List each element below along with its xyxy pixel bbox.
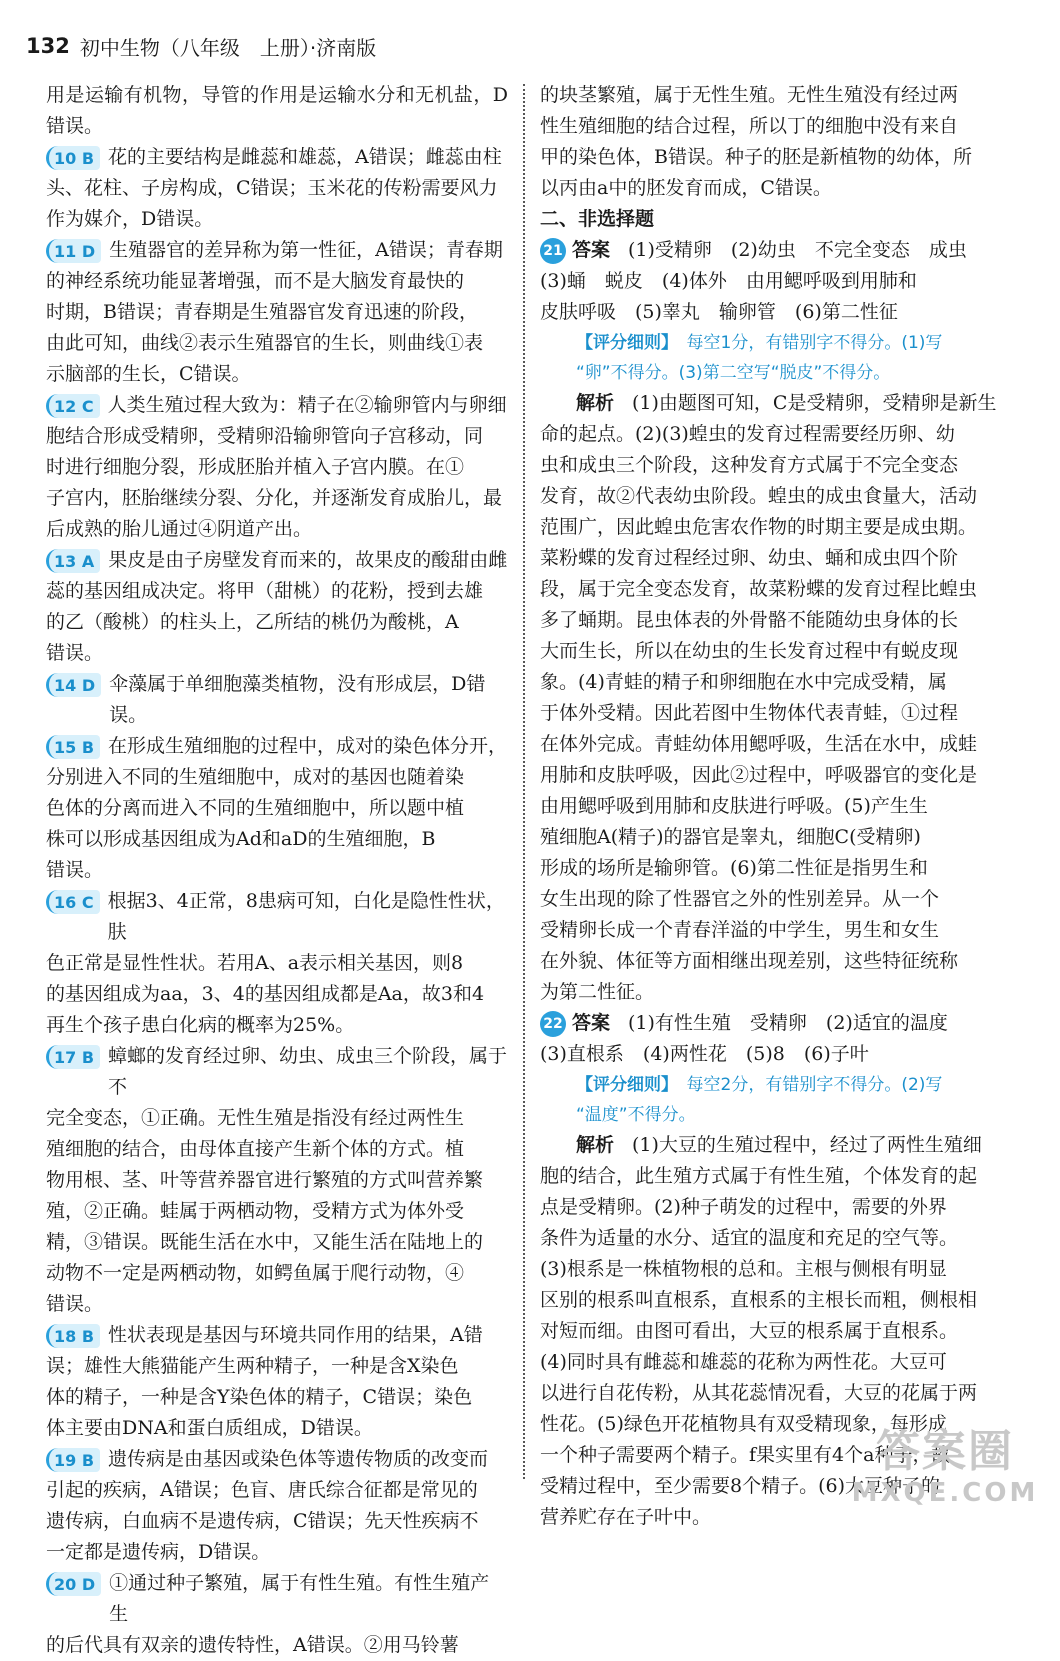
column-divider (523, 84, 525, 1479)
answer-first-line (46, 669, 508, 731)
answer-text-line: 误；雄性大熊猫能产生两种精子，一种是含X染色 (46, 1355, 459, 1377)
analysis-line: 大而生长，所以在幼虫的生长发育过程中有蜕皮现 (540, 640, 959, 662)
answer-text-line: 根据3、4正常，8患病可知，白化是隐性性状，肤 (107, 890, 505, 943)
answer-text-line: 完全变态，①正确。无性生殖是指没有经过两性生 (46, 1107, 465, 1129)
question-badge: 15 B (46, 735, 100, 759)
analysis-line: (1)大豆的生殖过程中，经过了两性生殖细 (632, 1134, 982, 1156)
answer-item (46, 235, 508, 390)
answer-item (46, 669, 508, 731)
answer-text-line: 错误。 (46, 859, 104, 881)
analysis-line: 虫和成虫三个阶段，这种发育方式属于不完全变态 (540, 454, 959, 476)
analysis-line: 命的起点。(2)(3)蝗虫的发育过程需要经历卵、幼 (540, 423, 955, 445)
answer-item (46, 1320, 508, 1444)
answer-text-line: 时进行细胞分裂，形成胚胎并植入子宫内膜。在① (46, 456, 465, 478)
analysis-line: 段，属于完全变态发育，故菜粉蝶的发育过程比蝗虫 (540, 578, 978, 600)
answer-line: (3)直根系 (4)两性花 (5)8 (6)子叶 (540, 1043, 869, 1065)
scoring-line (576, 328, 1018, 358)
answer-text-line: 由此可知，曲线②表示生殖器官的生长，则曲线①表 (46, 332, 484, 354)
answer-first-line (540, 235, 1018, 266)
analysis-line: (1)由题图可知，C是受精卵，受精卵是新生 (632, 392, 997, 414)
scoring-rules (540, 1070, 1018, 1130)
answer-first-line (46, 1568, 508, 1630)
answer-first-line (46, 1041, 508, 1103)
answer-text-line: 蕊的基因组成决定。将甲（甜桃）的花粉，授到去雄 (46, 580, 484, 602)
answer-text-line: 的神经系统功能显著增强，而不是大脑发育最快的 (46, 270, 465, 292)
analysis-line: 范围广，因此蝗虫危害农作物的时期主要是成虫期。 (540, 516, 978, 538)
question-badge: 12 C (46, 394, 100, 418)
analysis-line: (3)根系是一株植物根的总和。主根与侧根有明显 (540, 1258, 947, 1280)
answer-label: 答案 (572, 1012, 611, 1034)
question-badge: 18 B (46, 1324, 100, 1348)
answer-text-line: 子宫内，胚胎继续分裂、分化，并逐渐发育成胎儿，最 (46, 487, 503, 509)
answer-first-line (46, 1444, 508, 1475)
question-badge: 17 B (46, 1045, 100, 1069)
answer-item (46, 1444, 508, 1568)
answer-text-line: 殖细胞的结合，由母体直接产生新个体的方式。植 (46, 1138, 465, 1160)
question-number-badge: 22 (540, 1011, 566, 1037)
answer-text-line: 色体的分离而进入不同的生殖细胞中，所以题中植 (46, 797, 465, 819)
watermark-logo-icon: 答案圈 (876, 1426, 1014, 1477)
question-21 (540, 235, 1018, 1008)
answer-text-line: 时期，B错误；青春期是生殖器官发育迅速的阶段， (46, 301, 478, 323)
question-badge: 11 D (46, 239, 101, 263)
answer-text-line: 株可以形成基因组成为Ad和aD的生殖细胞，B (46, 828, 436, 850)
answer-text-line: 伞藻属于单细胞藻类植物，没有形成层，D错误。 (109, 673, 486, 726)
analysis-line: 胞的结合，此生殖方式属于有性生殖，个体发育的起 (540, 1165, 978, 1187)
answer-text-line: 示脑部的生长，C错误。 (46, 363, 251, 385)
scoring-line: “卵”不得分。(3)第二空写“脱皮”不得分。 (576, 363, 891, 383)
scoring-line (576, 1070, 1018, 1100)
answer-first-line (46, 235, 508, 266)
analysis-line: 受精过程中，至少需要8个精子。(6)大豆种子的 (540, 1475, 941, 1497)
answer-text-line: 物用根、茎、叶等营养器官进行繁殖的方式叫营养繁 (46, 1169, 484, 1191)
question-badge: 16 C (46, 890, 100, 914)
answer-label: 答案 (572, 239, 611, 261)
answer-text-line: ①通过种子繁殖，属于有性生殖。有性生殖产生 (109, 1572, 490, 1625)
analysis-line: 用肺和皮肤呼吸，因此②过程中，呼吸器官的变化是 (540, 764, 978, 786)
answer-text-line: 作为媒介，D错误。 (46, 208, 214, 230)
continuation-line: 的块茎繁殖，属于无性生殖。无性生殖没有经过两 (540, 84, 959, 106)
right-column (540, 80, 1018, 1533)
answer-text-line: 分别进入不同的生殖细胞中，成对的基因也随着染 (46, 766, 465, 788)
answer-text-line: 生殖器官的差异称为第一性征，A错误；青春期 (109, 239, 503, 261)
answer-first-line (46, 390, 508, 421)
answer-text-line: 殖，②正确。蛙属于两栖动物，受精方式为体外受 (46, 1200, 465, 1222)
analysis-line: 条件为适量的水分、适宜的温度和充足的空气等。 (540, 1227, 959, 1249)
answer-item (46, 142, 508, 235)
answer-first-line (46, 545, 508, 576)
answer-text-line: 色正常是显性性状。若用A、a表示相关基因，则8 (46, 952, 464, 974)
watermark-site: MXQE.COM (851, 1478, 1039, 1508)
analysis-line: 殖细胞A(精子)的器官是睾丸，细胞C(受精卵) (540, 826, 921, 848)
question-number-badge: 21 (540, 238, 566, 264)
analysis-line: 为第二性征。 (540, 981, 655, 1003)
scoring-text: 每空2分，有错别字不得分。(2)写 (669, 1075, 943, 1095)
answer-text-line: 在形成生殖细胞的过程中，成对的染色体分开， (108, 735, 508, 757)
answer-text-line: 再生个孩子患白化病的概率为25%。 (46, 1014, 355, 1036)
analysis-line: 对短而细。由图可看出，大豆的根系属于直根系。 (540, 1320, 959, 1342)
answer-text-line: 体主要由DNA和蛋白质组成，D错误。 (46, 1417, 373, 1439)
scoring-tag: 【评分细则】 (576, 1075, 670, 1095)
answer-first-line (46, 731, 508, 762)
answer-line: 皮肤呼吸 (5)睾丸 输卵管 (6)第二性征 (540, 301, 898, 323)
answer-text-line: 蟑螂的发育经过卵、幼虫、成虫三个阶段，属于不 (108, 1045, 508, 1098)
analysis-first-line (540, 388, 1018, 419)
answer-text-line: 头、花柱、子房构成，C错误；玉米花的传粉需要风力 (46, 177, 498, 199)
answer-text-line: 一定都是遗传病，D错误。 (46, 1541, 271, 1563)
answer-text-line: 胞结合形成受精卵，受精卵沿输卵管向子宫移动，同 (46, 425, 484, 447)
continuation-line: 性生殖细胞的结合过程，所以丁的细胞中没有来自 (540, 115, 959, 137)
answer-line: (1)受精卵 (2)幼虫 不完全变态 成虫 (628, 239, 967, 261)
section-title: 二、非选择题 (540, 208, 655, 230)
continuation-line: 甲的染色体，B错误。种子的胚是新植物的幼体，所 (540, 146, 972, 168)
analysis-first-line (540, 1130, 1018, 1161)
analysis-line: 区别的根系叫直根系，直根系的主根长而粗，侧根相 (540, 1289, 978, 1311)
question-badge: 20 D (46, 1572, 101, 1596)
answer-first-line (540, 1008, 1018, 1039)
question-badge: 19 B (46, 1448, 100, 1472)
answer-text-line: 遗传病是由基因或染色体等遗传物质的改变而 (108, 1448, 489, 1470)
answer-text-line: 的基因组成为aa，3、4的基因组成都是Aa，故3和4 (46, 983, 485, 1005)
analysis-line: (4)同时具有雌蕊和雄蕊的花称为两性花。大豆可 (540, 1351, 947, 1373)
analysis-line: 象。(4)青蛙的精子和卵细胞在水中完成受精，属 (540, 671, 947, 693)
analysis-line: 形成的场所是输卵管。(6)第二性征是指男生和 (540, 857, 928, 879)
answer-first-line (46, 886, 508, 948)
answer-text-line: 的后代具有双亲的遗传特性，A错误。②用马铃薯 (46, 1634, 459, 1656)
analysis-label: 解析 (576, 392, 615, 414)
analysis-line: 由用鳃呼吸到用肺和皮肤进行呼吸。(5)产生生 (540, 795, 928, 817)
watermark (840, 1426, 1050, 1516)
analysis-line: 多了蛹期。昆虫体表的外骨骼不能随幼虫身体的长 (540, 609, 959, 631)
question-badge: 14 D (46, 673, 101, 697)
answer-item (46, 1568, 508, 1661)
analysis-line: 性花。(5)绿色开花植物具有双受精现象，每形成 (540, 1413, 947, 1435)
book-title: 初中生物（八年级 上册）·济南版 (79, 35, 377, 60)
analysis-label: 解析 (576, 1134, 615, 1156)
answer-text-line: 引起的疾病，A错误；色盲、唐氏综合征都是常见的 (46, 1479, 478, 1501)
analysis-line: 一个种子需要两个精子。f果实里有4个a种子，故 (540, 1444, 951, 1466)
analysis-line: 发育，故②代表幼虫阶段。蝗虫的成虫食量大，活动 (540, 485, 978, 507)
answer-text-line: 遗传病，白血病不是遗传病，C错误；先天性疾病不 (46, 1510, 479, 1532)
answer-text-line: 果皮是由子房壁发育而来的，故果皮的酸甜由雌 (108, 549, 508, 571)
question-badge: 13 A (46, 549, 100, 573)
analysis-line: 女生出现的除了性器官之外的性别差异。从一个 (540, 888, 940, 910)
answer-text-line: 精，③错误。既能生活在水中，又能生活在陆地上的 (46, 1231, 484, 1253)
answer-first-line (46, 1320, 508, 1351)
answer-text-line: 人类生殖过程大致为：精子在②输卵管内与卵细 (107, 394, 507, 416)
page-number: 132 (26, 34, 70, 58)
analysis-line: 在外貌、体征等方面相继出现差别，这些特征统称 (540, 950, 959, 972)
answer-text-line: 后成熟的胎儿通过④阴道产出。 (46, 518, 313, 540)
answer-line: (3)蛹 蜕皮 (4)体外 由用鳃呼吸到用肺和 (540, 270, 917, 292)
answer-text-line: 体的精子，一种是含Y染色体的精子，C错误；染色 (46, 1386, 473, 1408)
answer-item (46, 390, 508, 545)
analysis-line: 在体外完成。青蛙幼体用鳃呼吸，生活在水中，成蛙 (540, 733, 978, 755)
answer-item (46, 1041, 508, 1320)
analysis-line: 营养贮存在子叶中。 (540, 1506, 712, 1528)
question-badge: 10 B (46, 146, 100, 170)
answer-line: (1)有性生殖 受精卵 (2)适宜的温度 (628, 1012, 948, 1034)
answer-item (46, 545, 508, 669)
intro-text: 用是运输有机物，导管的作用是运输水分和无机盐，D错误。 (46, 84, 508, 137)
continuation-line: 以丙由a中的胚发育而成，C错误。 (540, 177, 832, 199)
answer-text-line: 花的主要结构是雌蕊和雄蕊，A错误；雌蕊由柱 (108, 146, 502, 168)
answer-item (46, 731, 508, 886)
analysis-line: 以进行自花传粉，从其花蕊情况看，大豆的花属于两 (540, 1382, 978, 1404)
analysis-line: 于体外受精。因此若图中生物体代表青蛙，①过程 (540, 702, 959, 724)
answer-item (46, 886, 508, 1041)
scoring-line: “温度”不得分。 (576, 1105, 696, 1125)
answer-text-line: 错误。 (46, 1293, 104, 1315)
answer-text-line: 动物不一定是两栖动物，如鳄鱼属于爬行动物，④ (46, 1262, 465, 1284)
answer-text-line: 错误。 (46, 642, 104, 664)
left-column (46, 80, 508, 1661)
scoring-rules (540, 328, 1018, 388)
scoring-text: 每空1分，有错别字不得分。(1)写 (669, 333, 943, 353)
scoring-tag: 【评分细则】 (576, 333, 670, 353)
analysis-line: 受精卵长成一个青春洋溢的中学生，男生和女生 (540, 919, 940, 941)
page-header (26, 26, 376, 66)
answer-text-line: 的乙（酸桃）的柱头上，乙所结的桃仍为酸桃，A (46, 611, 459, 633)
answer-first-line (46, 142, 508, 173)
analysis-line: 点是受精卵。(2)种子萌发的过程中，需要的外界 (540, 1196, 947, 1218)
answer-text-line: 性状表现是基因与环境共同作用的结果，A错 (108, 1324, 483, 1346)
analysis-line: 菜粉蝶的发育过程经过卵、幼虫、蛹和成虫四个阶 (540, 547, 959, 569)
